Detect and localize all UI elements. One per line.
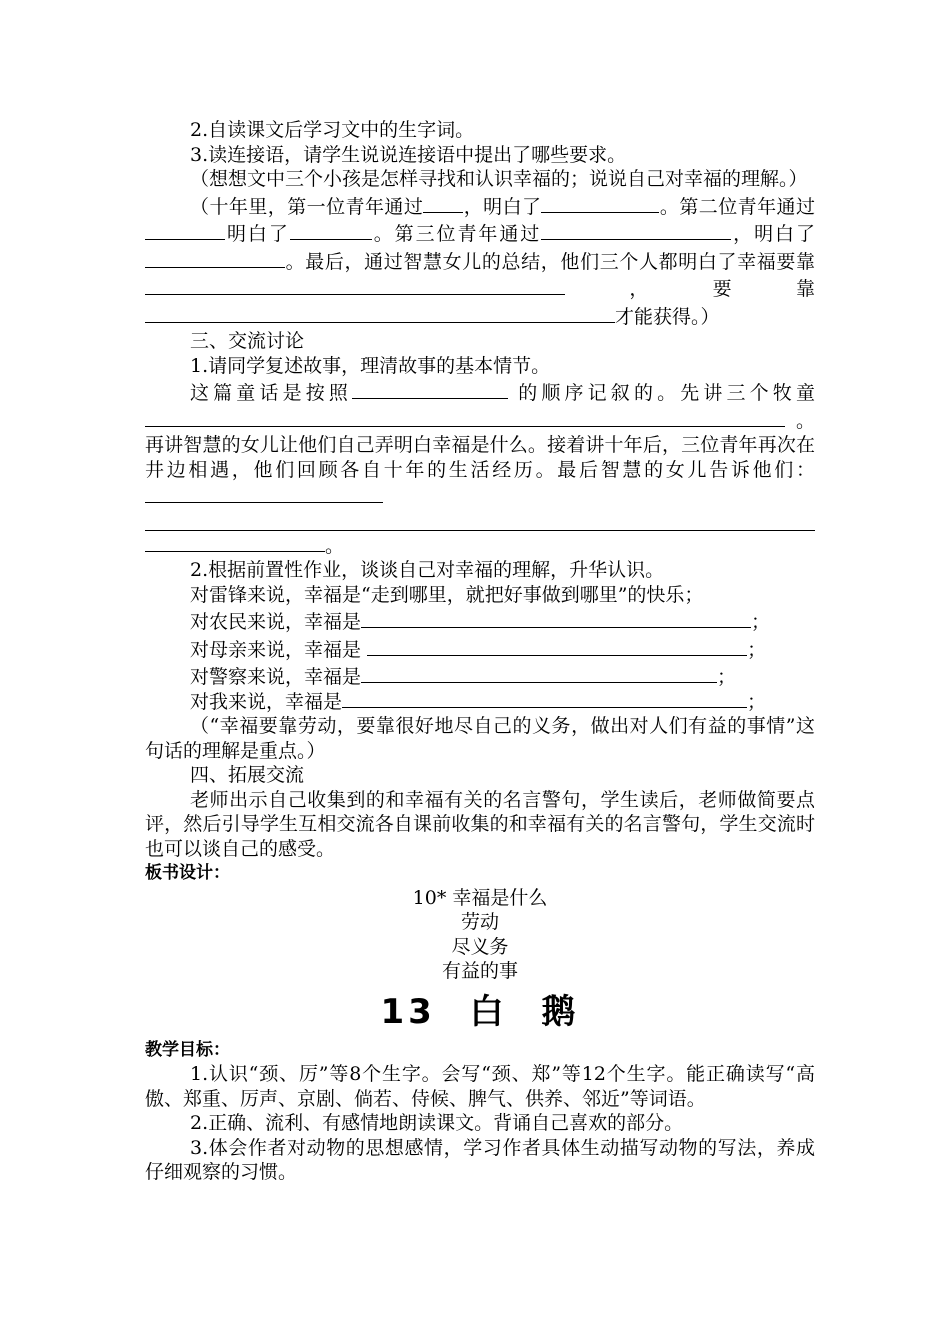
section-4-paragraph: 老师出示自己收集到的和幸福有关的名言警句，学生读后，老师做简要点评，然后引导学生互相交流各自课前收集的和幸福有关的名言警句，学生交流时也可以谈自己的感受。: [145, 788, 815, 860]
blank[interactable]: [145, 531, 325, 552]
blank[interactable]: [541, 219, 731, 240]
blank-full-line[interactable]: [145, 510, 815, 531]
board-design-heading: 板书设计：: [145, 863, 230, 883]
fill-paragraph-order: 这篇童话是按照 的顺序记叙的。先讲三个牧童。再讲智慧的女儿让他们自己弄明白幸福是什么。接着讲十年后，三位青年再次在井边相遇，他们回顾各自十年的生活经历。最后智慧的女儿告诉他们： 。: [145, 378, 815, 558]
police-line: 对警察来说，幸福是 ；: [145, 662, 815, 690]
blank[interactable]: [145, 406, 785, 427]
mother-line: 对母亲来说，幸福是 ；: [145, 635, 815, 663]
leifeng-line: 对雷锋来说，幸福是“走到哪里，就把好事做到哪里”的快乐；: [190, 583, 704, 606]
blank[interactable]: [145, 219, 225, 240]
goal-1: 1.认识“颈、厉”等8个生字。会写“颈、郑”等12个生字。能正确读写“高傲、郑重、厉声、京剧、倘若、侍候、脾气、供养、邻近”等词语。: [145, 1063, 815, 1110]
board-item: 有益的事: [441, 960, 518, 982]
board-item: 尽义务: [451, 935, 509, 958]
blank[interactable]: [361, 607, 751, 628]
step-3: 3.读连接语，请学生说说连接语中提出了哪些要求。: [190, 143, 627, 166]
blank[interactable]: [145, 482, 383, 503]
blank[interactable]: [352, 378, 508, 399]
teaching-goals-heading: 教学目标：: [145, 1039, 230, 1060]
step-3-note: （想想文中三个小孩是怎样寻找和认识幸福的；说说自己对幸福的理解。）: [190, 168, 808, 190]
key-note: （“幸福要靠劳动，要靠很好地尽自己的义务，做出对人们有益的事情”这句话的理解是重点。）: [145, 715, 815, 762]
section-3-heading: 三、交流讨论: [190, 330, 305, 352]
blank[interactable]: [145, 247, 285, 268]
board-title: 10* 幸福是什么: [412, 886, 548, 909]
section-3-item-1: 1.请同学复述故事，理清故事的基本情节。: [190, 354, 551, 377]
section-3-item-2: 2.根据前置性作业，谈谈自己对幸福的理解，升华认识。: [190, 559, 665, 581]
fill-paragraph-youths: （十年里，第一位青年通过 ，明白了 。第二位青年通过明白了 。第三位青年通过 ，明白了。最后，通过智慧女儿的总结，他们三个人都明白了幸福要靠，要靠才能获得。）: [145, 192, 815, 330]
blank[interactable]: [145, 302, 615, 323]
blank[interactable]: [342, 695, 747, 708]
document-page: [145, 118, 815, 1185]
self-line: 对我来说，幸福是 ；: [190, 690, 767, 713]
blank[interactable]: [361, 662, 717, 683]
goal-3: 3.体会作者对动物的思想感情，学习作者具体生动描写动物的写法，养成仔细观察的习惯。: [145, 1136, 815, 1183]
blank[interactable]: [423, 192, 463, 213]
blank[interactable]: [290, 219, 372, 240]
blank[interactable]: [367, 635, 747, 656]
farmer-line: 对农民来说，幸福是 ；: [145, 607, 815, 635]
goal-2: 2.正确、流利、有感情地朗读课文。背诵自己喜欢的部分。: [190, 1112, 684, 1134]
section-4-heading: 四、拓展交流: [190, 764, 305, 786]
board-item: 劳动: [460, 911, 499, 933]
lesson-title: 13 白 鹅: [380, 991, 580, 1032]
blank[interactable]: [541, 192, 659, 213]
step-2: 2.自读课文后学习文中的生字词。: [190, 119, 475, 141]
blank[interactable]: [145, 274, 565, 295]
